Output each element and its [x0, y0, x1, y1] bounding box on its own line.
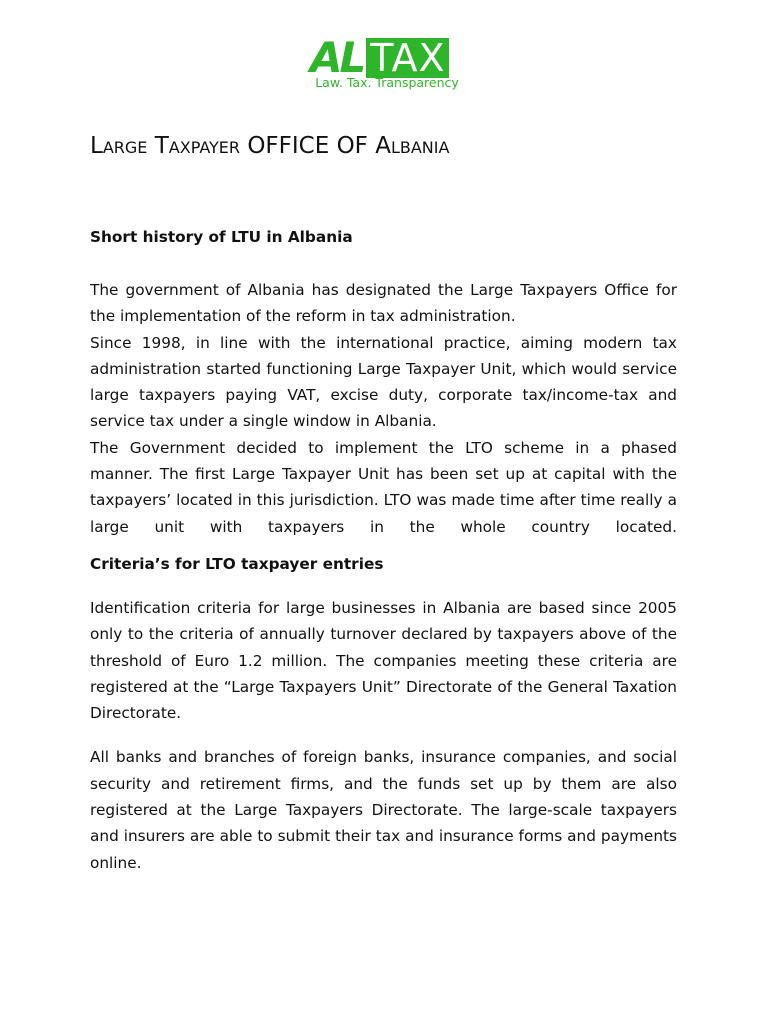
section-heading-history: Short history of LTU in Albania	[90, 228, 353, 246]
title-word-office-of: OFFICE OF	[247, 133, 368, 159]
logo-tagline: Law. Tax. Transparency	[315, 75, 459, 90]
paragraph: The government of Albania has designated the Large Taxpayers Office for the implementation of the reform in tax administration.	[90, 281, 677, 326]
altax-logo-mark	[310, 33, 449, 82]
title-word-albania	[375, 133, 449, 159]
logo-tax-text: TAX	[366, 38, 448, 78]
paragraph: The Government decided to implement the LTO scheme in a phased manner. The first Large Taxpayer Unit has been set up at capital with the taxpayers’ located in this jurisdiction. LTO was made time after time really a large unit with taxpayers in the whole country located.	[90, 438, 677, 536]
title-small-caps: lbania	[390, 133, 450, 159]
altax-logo	[310, 33, 460, 93]
title-initial: L	[90, 133, 103, 159]
document-body	[90, 226, 677, 876]
paragraph: Identification criteria for large businesses in Albania are based since 2005 only to the criteria of annually turnover declared by taxpayers above of the threshold of Euro 1.2 million. The companies meeting these criteria are registered at the “Large Taxpayers Unit” Directorate of the General Taxation Directorate.	[90, 598, 677, 723]
title-small-caps: arge	[102, 133, 148, 159]
paragraph: Since 1998, in line with the international practice, aiming modern tax administration started functioning Large Taxpayer Unit, which would service large taxpayers paying VAT, excise duty, corporate tax/income-tax and service tax under a single window in Albania.	[90, 333, 677, 431]
title-word-taxpayer	[155, 133, 240, 159]
logo-al-text: AL	[310, 33, 364, 82]
title-initial: T	[154, 133, 169, 159]
title-word-large	[90, 133, 147, 159]
title-initial: A	[375, 133, 391, 159]
section-heading-criteria: Criteria’s for LTO taxpayer entries	[90, 554, 384, 573]
title-small-caps: axpayer	[168, 133, 241, 159]
paragraph: All banks and branches of foreign banks, insurance companies, and social security and retirement firms, and the funds set up by them are also registered at the Large Taxpayers Directorate. The large-scale taxpayers and insurers are able to submit their tax and insurance forms and payments online.	[90, 748, 677, 872]
document-title	[90, 131, 449, 161]
